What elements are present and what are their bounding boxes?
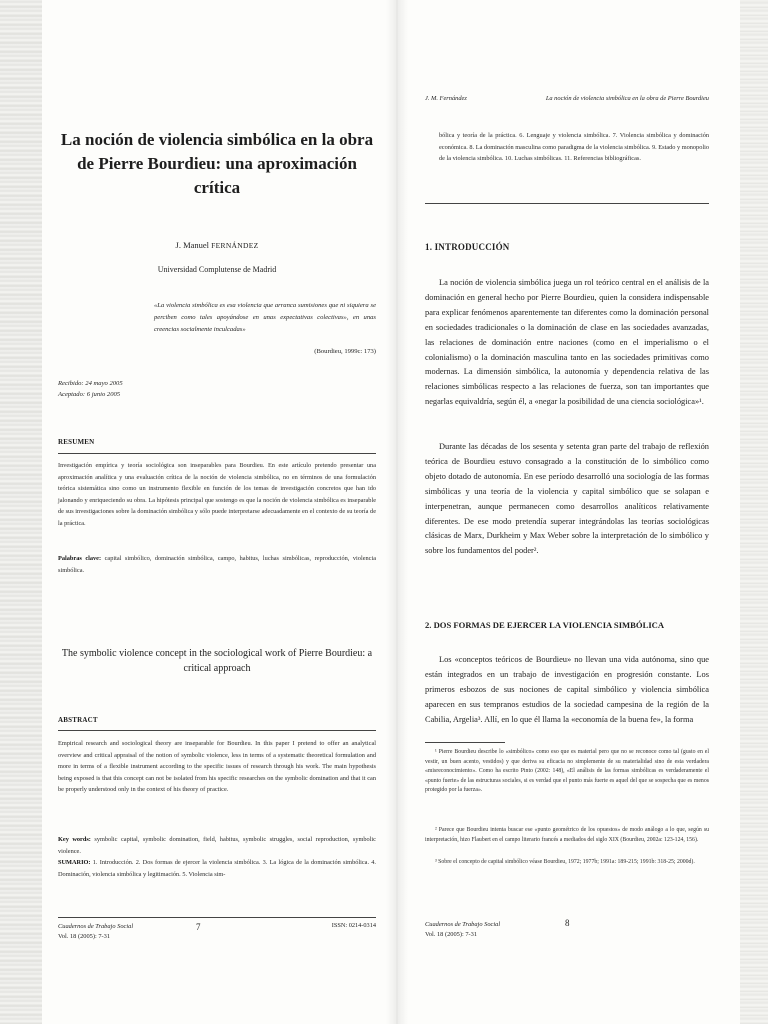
abstract-divider (58, 730, 376, 731)
page-number-left: 7 (196, 922, 201, 932)
keywords-label: Palabras clave: (58, 555, 102, 562)
epigraph-citation: (Bourdieu, 1999c: 173) (314, 348, 376, 355)
paragraph-3: Los «conceptos teóricos de Bourdieu» no llevan una vida autónoma, sino que están integrados en un trabajo de investigación en progresión constante. Los primeros esbozos de sus nociones de capital simbólico y violencia simbólica aparecen en sus tempranos estudios de la sociedad campesina de la región de la Cabilia, Argelia³. Allí, en lo que él llama la «economía de la buena fe», la forma (425, 655, 709, 724)
footnote-3: ³ Sobre el concepto de capital simbólico véase Bourdieu, 1972; 1977b; 1991a: 189-215; 1991b: 318-25; 2000d). (435, 859, 695, 865)
journal-volume: Vol. 18 (2005): 7-31 (58, 933, 111, 940)
page-number-right: 8 (565, 918, 570, 928)
scan-spine-edge-left (0, 0, 42, 1024)
resumen-heading: RESUMEN (58, 438, 95, 446)
journal-volume-right: Vol. 18 (2005): 7-31 (425, 931, 478, 938)
abstract-text: Empirical research and sociological theory are inseparable for Bourdieu. In this paper I pretend to offer an analytical overview and critical appraisal of the notion of symbolic violence, less in terms of a systematic theoretical formulation and more in terms of a flexible instrument according to the specific issues of research through his work. The main hypothesis being exposed is that this concept can not be isolated from his specific researches on the symbolic domination and that it can be properly understood only in the context of his theory of practice. (58, 740, 376, 794)
keywords-en-text: symbolic capital, symbolic domination, field, habitus, symbolic struggles, social reproduction, symbolic violence. (58, 836, 376, 855)
author-first-name: J. Manuel (175, 240, 210, 250)
section-heading-dos-formas: 2. DOS FORMAS DE EJERCER LA VIOLENCIA SIMBÓLICA (425, 620, 665, 630)
footnote-2: ² Parece que Bourdieu intenta buscar ese «punto geométrico de los opuestos» de modo análogo a lo que, según su interpretación, hizo Flaubert en el campo literario francés a mediados del siglo XIX (Bourdieu, 2002a: 123-124, 156). (425, 827, 709, 843)
publication-dates (58, 378, 376, 400)
keywords (58, 553, 376, 576)
sumario-label: SUMARIO: (58, 859, 91, 866)
abstract-heading: ABSTRACT (58, 716, 98, 724)
resumen-text: Investigación empírica y teoría sociológica son inseparables para Bourdieu. En este artículo pretendo presentar una aproximación analítica y una evaluación crítica de la noción de violencia simbólica, no en términos de una formulación teórica sistemática sino como un instrumento flexible en función de los temas de investigación concretos que han ido jalonando y enriqueciendo su obra. La hipótesis principal que sostengo es que la noción de violencia simbólica es inseparable de sus investigaciones sobre la dominación simbólica y sólo puede interpretarse adecuadamente en el contexto de su teoría de la práctica. (58, 462, 376, 527)
accepted-date: Aceptado: 6 junio 2005 (58, 391, 121, 398)
section-heading-introduccion: 1. INTRODUCCIÓN (425, 242, 510, 252)
journal-footer-left (58, 922, 376, 942)
sumario (58, 857, 376, 880)
issn: ISSN: 0214-0314 (331, 922, 376, 929)
resumen-divider (58, 453, 376, 454)
running-header (425, 95, 709, 102)
right-page (425, 0, 709, 1024)
running-header-author: J. M. Fernández (425, 95, 467, 102)
sumario-continuation: bólica y teoría de la práctica. 6. Lenguaje y violencia simbólica. 7. Violencia simbólica y dominación económica. 8. La dominación masculina como paradigma de la violencia simbólica. 9. Estado y monopolio de la violencia simbólica. 10. Luchas simbólicas. 11. Referencias bibliográficas. (439, 132, 709, 163)
toc-divider (425, 203, 709, 204)
paragraph-2: Durante las décadas de los sesenta y setenta gran parte del trabajo de reflexión teórica de Bourdieu estuvo consagrado a la constitución de lo simbólico como objeto dotado de autonomía. En ese período desarrolló una sociología de las formas simbólicas y una teoría de la violencia y capital simbólico que se solapan e interpenetran, aunque permanecen como desarrollos analíticos relativamente diferentes. De ese modo pretendía superar integrándolas las teorías sociológicas clásicas de Marx, Durkheim y Max Weber sobre la interpretación de lo simbólico y sobre los fundamentos del poder². (425, 442, 709, 556)
running-header-title: La noción de violencia simbólica en la obra de Pierre Bourdieu (545, 95, 709, 102)
journal-name: Cuadernos de Trabajo Social (58, 923, 134, 930)
english-title: The symbolic violence concept in the sociological work of Pierre Bourdieu: a critical approach (61, 648, 373, 674)
paragraph-1: La noción de violencia simbólica juega un rol teórico central en el análisis de la dominación en general hecho por Pierre Bourdieu, quien la considera indispensable para explicar fenómenos aparentemente tan diferentes como la dominación personal en sociedades tradicionales o la dominación de clase en las sociedades avanzadas, las relaciones de dominación entre naciones (como en el imperialismo o el colonialismo) o la dominación masculina tanto en las sociedades primitivas como modernas. La dimensión simbólica, la autonomía y dependencia relativa de las relaciones simbólicas respecto a las relaciones de fuerza, son tan importantes que negarlas equivaldría, según él, a «negar la posibilidad de una ciencia sociológica»¹. (425, 278, 709, 407)
scan-spine-edge-right (740, 0, 768, 1024)
journal-name-right: Cuadernos de Trabajo Social (425, 921, 501, 928)
author (58, 240, 376, 250)
sumario-text: 1. Introducción. 2. Dos formas de ejercer la violencia simbólica. 3. La lógica de la dominación simbólica. 4. Dominación, violencia simbólica y legitimación. 5. Violencia sim- (58, 859, 376, 878)
received-date: Recibido: 24 mayo 2005 (58, 380, 123, 387)
author-last-name: FERNÁNDEZ (211, 241, 259, 250)
footnote-divider (425, 742, 505, 743)
keywords-text: capital simbólico, dominación simbólica, campo, habitus, luchas simbólicas, reproducción, violencia simbólica. (58, 555, 376, 574)
affiliation: Universidad Complutense de Madrid (157, 265, 277, 274)
article-title: La noción de violencia simbólica en la obra de Pierre Bourdieu: una aproximación crítica (60, 130, 374, 197)
left-page (58, 0, 376, 1024)
keywords-english (58, 834, 376, 857)
footer-divider-left (58, 917, 376, 918)
book-gutter (386, 0, 408, 1024)
epigraph: «La violencia simbólica es esa violencia que arranca sumisiones que ni siquiera se perciben como tales apoyándose en unas expectativas colectivas», en unas creencias socialmente inculcadas» (154, 302, 376, 333)
footnote-1: ¹ Pierre Bourdieu describe lo «simbólico» como eso que es material pero que no se reconoce como tal (gusto en el vestir, un buen acento, vestidos) y que deriva su eficacia no simplemente de su materialidad sino de esta verdadera «misreconocimiento». Como ha escrito Pinto (2002: 148), «El análisis de las formas simbólicas es verdaderamente el «punto fuerte» de las estructuras sociales, si es verdad que el punto más fuerte es aquel del que se sospecha que es menos protegido por la fuerza». (425, 749, 709, 794)
keywords-en-label: Key words: (58, 836, 91, 843)
